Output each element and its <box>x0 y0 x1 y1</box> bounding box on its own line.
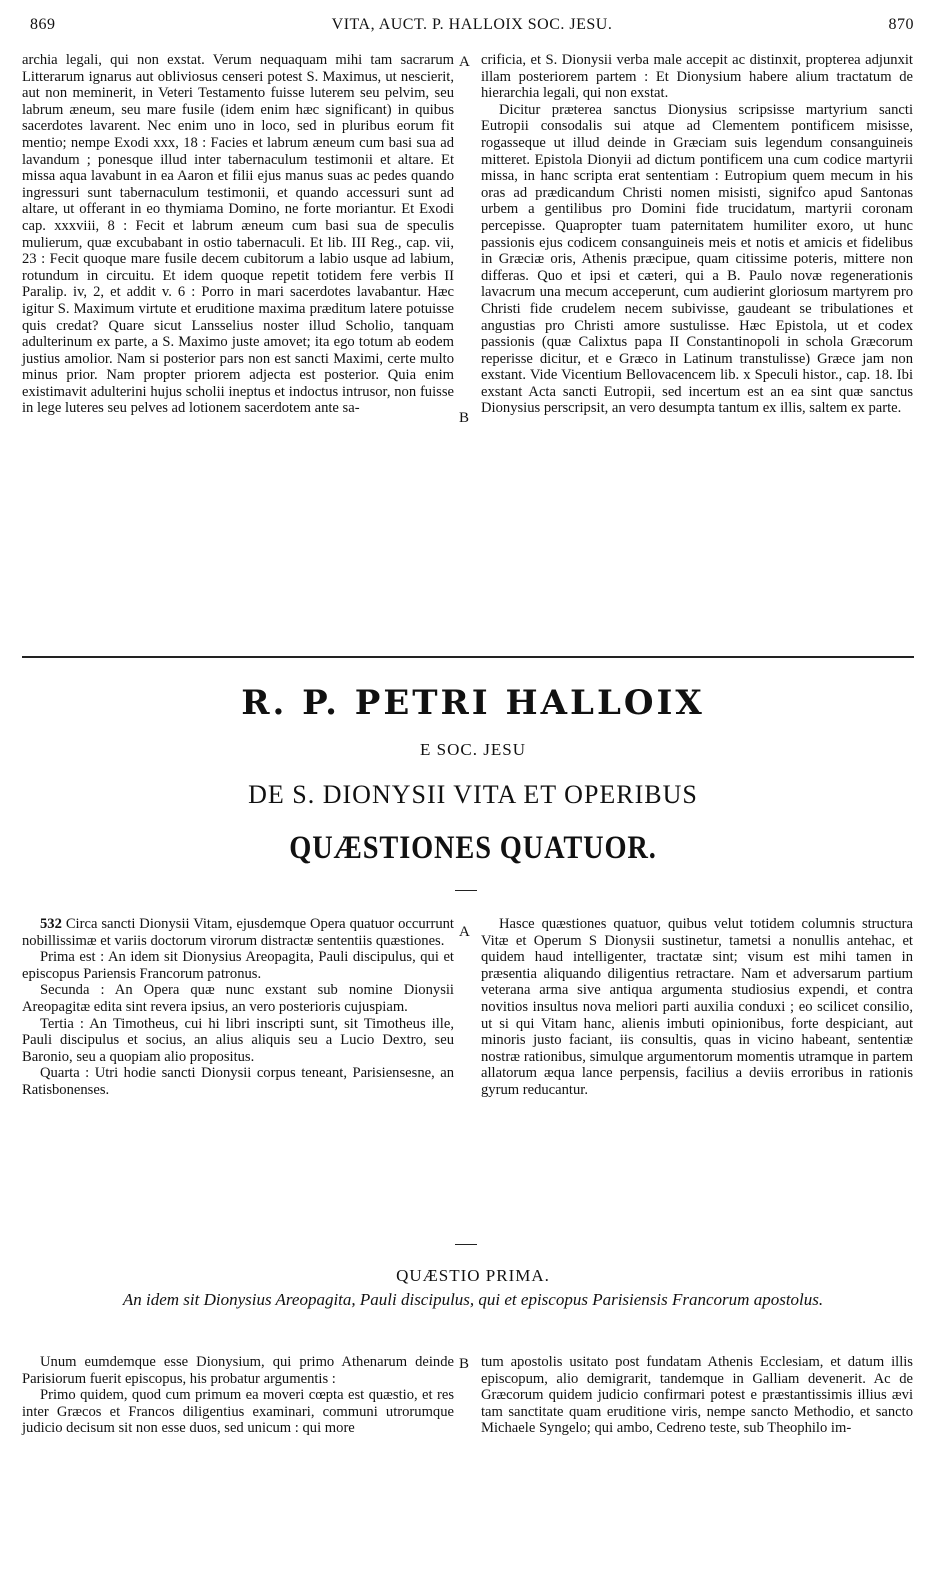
running-header <box>30 14 914 40</box>
question-subtitle: An idem sit Dionysius Areopagita, Pauli discipulus, qui et episcopus Parisiensis Francorum apostolus. <box>122 1290 824 1309</box>
paragraph: Unum eumdemque esse Dionysium, qui primo Athenarum deinde Parisiorum fuerit episcopus, his probatur argumentis : <box>22 1354 454 1387</box>
paragraph <box>22 916 454 949</box>
question-heading: QUÆSTIO PRIMA. <box>396 1266 550 1285</box>
paragraph-text: Circa sancti Dionysii Vitam, ejusdemque Opera quatuor occurrunt nobillissimæ et variis doctorum virorum distractæ sententiis quæstiones. <box>22 916 454 949</box>
paragraph: archia legali, qui non exstat. Verum nequaquam mihi tam sacrarum Litterarum ignarus aut obliviosus censeri potest S. Maximus, ut nescierit, aut non meminerit, in Veteri Testamento fuisse luterem seu pelvim, seu labrum æneum, seu mare fusile (idem enim hæc significant) in quibus sacerdotes lavarent. Nec enim uno in loco, sed in pluribus eorum fit mentio; nempe Exodi xxx, 18 : Facies et labrum æneum cum basi sua ad lavandum ; ponesque illud inter tabernaculum testimonii et altare. Et missa aqua lavabunt in ea Aaron et filii ejus manus suas ac pedes quando ingressuri sunt tabernaculum testimonii, et quando accessuri sunt ad altare, ut offerant in eo thymiama Domino, ne forte moriantur. Et Exodi cap. xxxviii, 8 : Fecit et labrum æneum cum basi sua de speculis mulierum, quæ excubabant in ostio tabernaculi. Et lib. III Reg., cap. vii, 23 : Fecit quoque mare fusile decem cubitorum a labio usque ad labium, rotundum in circuitu. Et idem quoque repetit totidem fere verbis II Paralip. iv, 2, et addit v. 6 : Porro in mari sacerdotes lavabantur. Hæc igitur S. Maximum virtute et eruditione maxima præditum latere potuisse quis credat? Quare sicut Lansselius noster illud Scholio, tanquam adulterinum ex parte, a S. Maximo juste amovet; ita ego totum ab eodem justius amolior. Nam si posterior pars non est sancti Maximi, certe multo minus prior. Nam propter priorem adjecta est posterior. Quia enim existimavit adulterini hujus scholii ineptus et indoctus intrusor, non fuisse in lege luteres seu pelves ad lotionem sacerdotem ante sa- <box>22 52 454 417</box>
bottom-right-column <box>481 1354 913 1437</box>
paragraph: Dicitur præterea sanctus Dionysius scripsisse martyrium sancti Eutropii consodalis sui atque ad Clementem pontificem misisse, rogasseque ut illud deinde in Græciam suis legendum consanguineis mitteret. Epistola Dionyii ad dictum pontificem una cum codice martyrii missa, in hanc scripta erat sententiam : Eutropium quem mecum in his oras ad prædicandum Christi nomen misisti, signifco apud Santonas urbem a gentilibus pro Domini fide trucidatum, martyrii coronam percepisse. Quapropter tuam paternitatem humiliter exoro, ut hunc passionis ejus codicem consanguineis meis et notis et amicis et fidelibus in Græciæ oris, Athenis præcipue, quam citissime poteris, mittere non differas. Quo et ipsi et cæteri, qui a B. Paulo novæ regenerationis lavacrum una mecum acceperunt, cum audierint gloriosum martyrem pro Christi fide crudelem necem subivisse, gaudeant se tribulationes et angustias pro Christi amore sustulisse. Hæc Epistola, ut et codex passionis (quæ Calixtus papa II Constantinopoli in schola Græcorum reperisse dicitur, et e Græco in Latinum transtulisse) Græce jam non exstant. Vide Vicentium Bellovacencem lib. x Speculi histor., cap. 18. Ibi exstant Acta sancti Eutropii, sed incertum est an ea sint quæ sanctus Dionysius perscripsit, an vero desumpta tantum ex illis, saltem ex parte. <box>481 101 913 417</box>
mid-right-column <box>481 916 913 1099</box>
column-marker-a: A <box>459 54 470 70</box>
right-page-number: 870 <box>888 16 914 33</box>
work-title-society: E SOC. JESU <box>420 740 526 759</box>
paragraph: Secunda : An Opera quæ nunc exstant sub nomine Dionysii Areopagitæ edita sint revera ipsius, an vero posterioris cujuspiam. <box>22 982 454 1015</box>
mid-left-column <box>22 916 454 1099</box>
section-divider <box>22 656 914 658</box>
column-marker-b: B <box>459 1356 470 1372</box>
section-number: 532 <box>40 916 62 932</box>
top-right-column <box>481 52 913 417</box>
work-title-questions: QUÆSTIONES QUATUOR. <box>289 830 657 866</box>
paragraph: Quarta : Utri hodie sancti Dionysii corpus teneant, Parisiensesne, an Ratisbonenses. <box>22 1065 454 1098</box>
paragraph: Primo quidem, quod cum primum ea moveri cœpta est quæstio, et res inter Græcos et Francos diligentius examinari, communi utrorumque judicio decisum sit non esse duos, sed unicum : qui more <box>22 1387 454 1437</box>
question-dash <box>455 1244 477 1245</box>
work-title-author: R. P. PETRI HALLOIX <box>241 683 705 723</box>
column-marker-a: A <box>459 924 470 940</box>
paragraph: Prima est : An idem sit Dionysius Areopagita, Pauli discipulus, qui et episcopus Pariensis Francorum patronus. <box>22 949 454 982</box>
running-title: VITA, AUCT. P. HALLOIX SOC. JESU. <box>331 16 613 33</box>
column-marker-b: B <box>459 410 470 426</box>
bottom-left-column <box>22 1354 454 1437</box>
paragraph: crificia, et S. Dionysii verba male accepit ac distinxit, propterea adjunxit illam posteriorem partem : Et Dionysium habere alium tractatum de hierarchia legali, qui non exstat. <box>481 52 913 102</box>
work-title-subject: DE S. DIONYSII VITA ET OPERIBUS <box>248 780 698 809</box>
left-page-number: 869 <box>30 16 56 33</box>
title-dash <box>455 890 477 891</box>
paragraph: tum apostolis usitato post fundatam Athenis Ecclesiam, et datum illis episcopum, alio demigrarit, tandemque in Galliam devenerit. Ac de Græcorum quidem judicio confirmari potest e præstantissimis illius ævi tam sanctitate quam eruditione viris, nempe sancto Methodio, et sancto Michaele Syngelo; qui ambo, Cedreno teste, sub Theophilo im- <box>481 1354 913 1437</box>
paragraph: Hasce quæstiones quatuor, quibus velut totidem columnis structura Vitæ et Operum S Dionysii sustinetur, tametsi a nonullis antehac, et quidem haud intelligenter, tractatæ sint; visum est mihi tamen in præsentia aliquando diligentius retractare. Nam et adversarum partium veterana arma sive antiqua argumenta studiosius expendi, et contra novitios insultus nova meliori parti auxilia conduxi ; eo scilicet consilio, ut si qui Vitam hanc, alienis imbuti opinionibus, forte despiciant, aut minoris justo faciant, iis consultis, quas in vicino habeant, sententiæ nostræ rationibus, simulque argumentorum momentis utramque in partem allatorum æqua lance perpensis, facilius a deviis erroribus in rationis gyrum reducantur. <box>481 916 913 1098</box>
top-left-column <box>22 52 454 417</box>
paragraph: Tertia : An Timotheus, cui hi libri inscripti sunt, sit Timotheus ille, Pauli discipulus et socius, an alius aliquis seu a Lucio Dextro, seu Baronio, seu a quopiam alio propositus. <box>22 1015 454 1065</box>
